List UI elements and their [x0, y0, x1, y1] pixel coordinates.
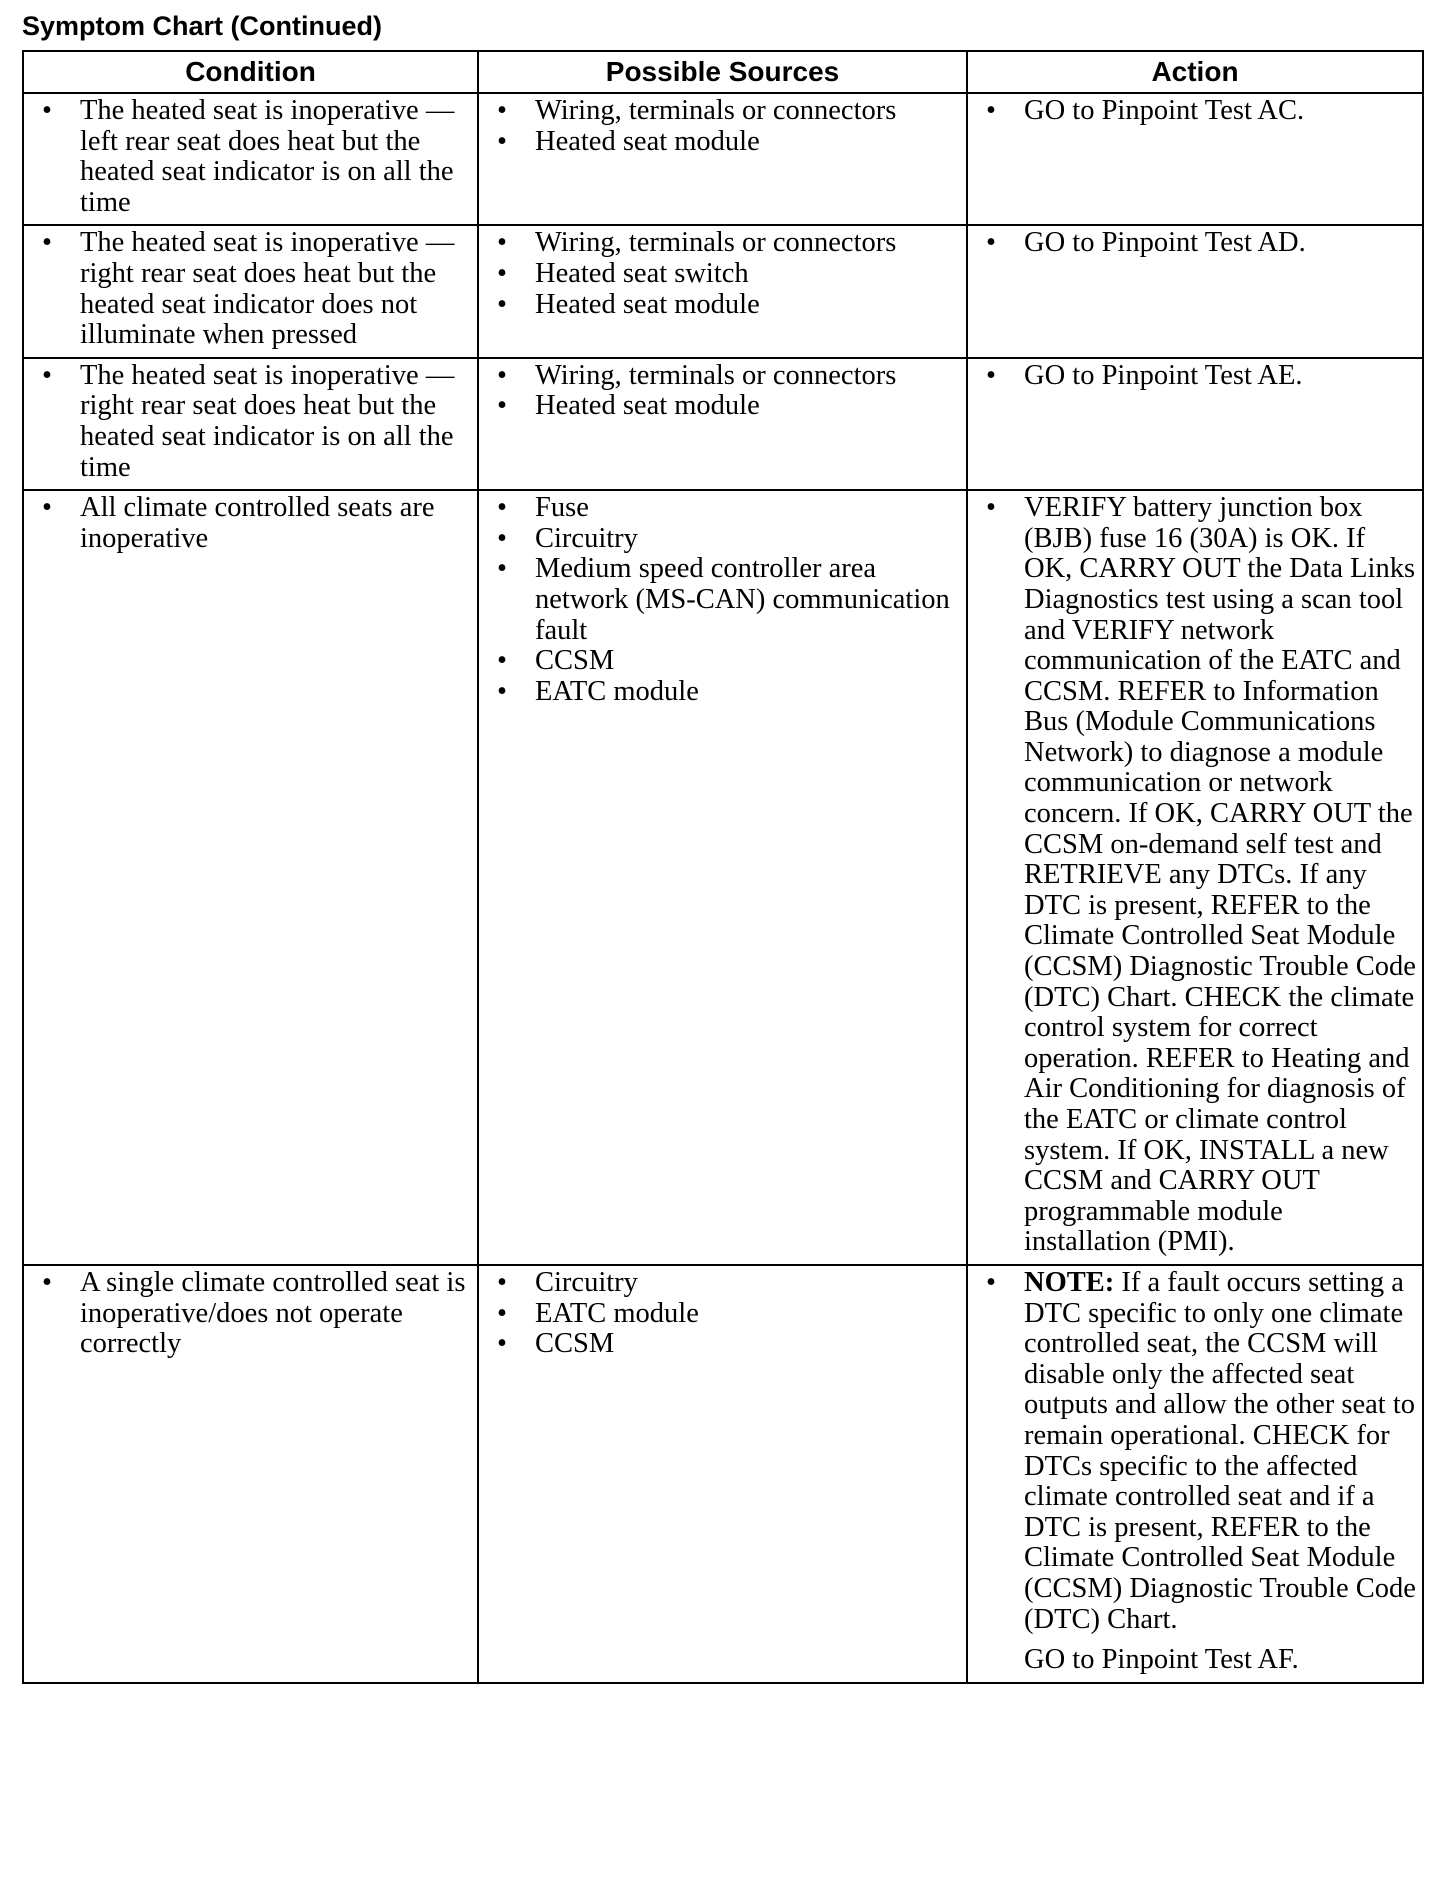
condition-cell: [23, 358, 478, 490]
source-item: • Circuitry: [485, 1268, 960, 1299]
source-item: • Heated seat module: [485, 290, 960, 321]
action-cell: [967, 490, 1423, 1265]
symptom-chart-table: [22, 50, 1424, 1684]
condition-cell: [23, 225, 478, 357]
column-header-action: Action: [967, 51, 1423, 93]
action-text: • GO to Pinpoint Test AC.: [974, 96, 1416, 127]
action-text: • GO to Pinpoint Test AE.: [974, 361, 1416, 392]
condition-cell: [23, 93, 478, 225]
table-row: [23, 358, 1423, 490]
condition-text: • The heated seat is inoperative — right rear seat does heat but the heated seat indicator is on all the time: [30, 361, 471, 483]
sources-cell: [478, 490, 967, 1265]
note-text: If a fault occurs setting a DTC specific to only one climate controlled seat, the CCSM will disable only the affected seat outputs and allow the other seat to remain operational. CHECK for DTCs specific to the affected climate controlled seat and if a DTC is present, REFER to the Climate Controlled Seat Module (CCSM) Diagnostic Trouble Code (DTC) Chart.: [1024, 1266, 1416, 1635]
action-cell: [967, 1265, 1423, 1683]
source-item: • EATC module: [485, 1299, 960, 1330]
source-item: • Fuse: [485, 493, 960, 524]
column-header-possible-sources: Possible Sources: [478, 51, 967, 93]
sources-cell: [478, 358, 967, 490]
condition-text: • The heated seat is inoperative — right rear seat does heat but the heated seat indicator does not illuminate when pressed: [30, 228, 471, 350]
source-item: • Wiring, terminals or connectors: [485, 228, 960, 259]
source-item: • Wiring, terminals or connectors: [485, 96, 960, 127]
condition-cell: [23, 1265, 478, 1683]
note-label: NOTE:: [1024, 1266, 1115, 1298]
source-item: • EATC module: [485, 677, 960, 708]
action-cell: [967, 358, 1423, 490]
table-row: [23, 490, 1423, 1265]
column-header-condition: Condition: [23, 51, 478, 93]
condition-text: • All climate controlled seats are inoperative: [30, 493, 471, 554]
condition-text: • The heated seat is inoperative — left rear seat does heat but the heated seat indicator is on all the time: [30, 96, 471, 218]
source-item: • Wiring, terminals or connectors: [485, 361, 960, 392]
table-header-row: [23, 51, 1423, 93]
action-followup-text: GO to Pinpoint Test AF.: [1024, 1644, 1299, 1676]
action-cell: [967, 93, 1423, 225]
table-row: [23, 93, 1423, 225]
source-item: • Circuitry: [485, 524, 960, 555]
sources-cell: [478, 225, 967, 357]
source-item: • Medium speed controller area network (MS-CAN) communication fault: [485, 554, 960, 646]
source-item: • Heated seat module: [485, 391, 960, 422]
table-row: [23, 1265, 1423, 1683]
action-note: [974, 1268, 1416, 1635]
sources-cell: [478, 1265, 967, 1683]
source-item: • CCSM: [485, 646, 960, 677]
table-row: [23, 225, 1423, 357]
sources-cell: [478, 93, 967, 225]
action-text: • VERIFY battery junction box (BJB) fuse 16 (30A) is OK. If OK, CARRY OUT the Data Links Diagnostics test using a scan tool and VERIFY network communication of the EATC and CCSM. REFER to Information Bus (Module Communications Network) to diagnose a module communication or network concern. If OK, CARRY OUT the CCSM on-demand self test and RETRIEVE any DTCs. If any DTC is present, REFER to the Climate Controlled Seat Module (CCSM) Diagnostic Trouble Code (DTC) Chart. CHECK the climate control system for correct operation. REFER to Heating and Air Conditioning for diagnosis of the EATC or climate control system. If OK, INSTALL a new CCSM and CARRY OUT programmable module installation (PMI).: [974, 493, 1416, 1258]
action-cell: [967, 225, 1423, 357]
condition-cell: [23, 490, 478, 1265]
source-item: • Heated seat switch: [485, 259, 960, 290]
source-item: • Heated seat module: [485, 127, 960, 158]
source-item: • CCSM: [485, 1329, 960, 1360]
action-text: • GO to Pinpoint Test AD.: [974, 228, 1416, 259]
page-title: Symptom Chart (Continued): [22, 11, 382, 41]
condition-text: • A single climate controlled seat is inoperative/does not operate correctly: [30, 1268, 471, 1360]
